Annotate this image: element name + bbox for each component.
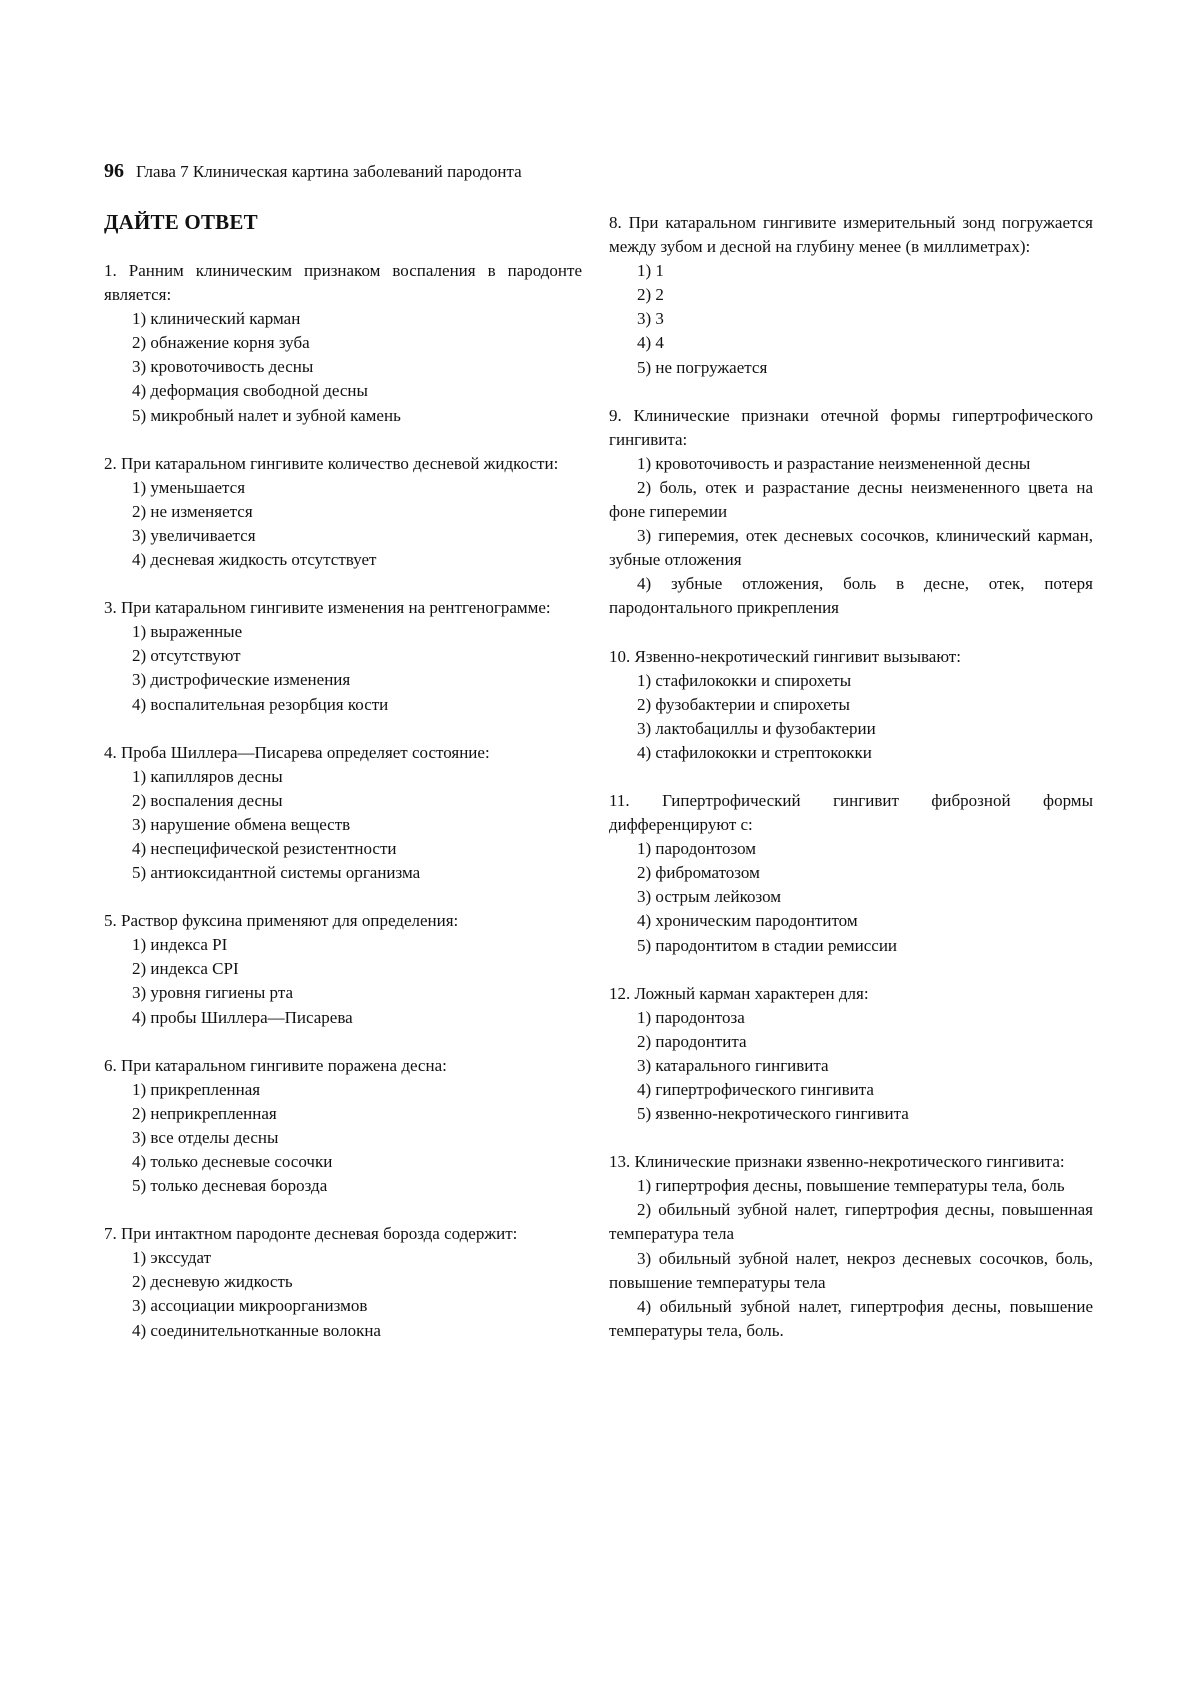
answer-option: 1) стафилококки и спирохеты xyxy=(637,670,852,690)
answer-option: 1) уменьшается xyxy=(132,477,246,497)
answer-option: 1) кровоточивость и разрастание неизмененной десны xyxy=(637,453,1031,473)
question-text: 1. Ранним клиническим признаком воспаления в пародонте является: xyxy=(104,261,582,305)
answer-option: 1) прикрепленная xyxy=(132,1079,261,1099)
answer-option: 4) стафилококки и стрептококки xyxy=(637,742,872,762)
answer-option: 2) отсутствуют xyxy=(132,646,241,666)
answer-option: 3) обильный зубной налет, некроз десневых сосочков, боль, повышение температуры тела xyxy=(609,1248,1093,1292)
question-text: 12. Ложный карман характерен для: xyxy=(609,983,869,1003)
answer-option: 5) микробный налет и зубной камень xyxy=(132,405,401,425)
answer-option: 1) пародонтоза xyxy=(637,1007,745,1027)
answer-option: 4) обильный зубной налет, гипертрофия десны, повышение температуры тела, боль. xyxy=(609,1296,1093,1340)
question-10 xyxy=(609,645,1093,765)
question-2 xyxy=(104,452,582,572)
answer-option: 4) неспецифической резистентности xyxy=(132,838,397,858)
answer-option: 4) десневая жидкость отсутствует xyxy=(132,550,377,570)
question-text: 3. При катаральном гингивите изменения на рентгенограмме: xyxy=(104,598,551,618)
question-9 xyxy=(609,404,1093,621)
answer-option: 2) обильный зубной налет, гипертрофия десны, повышенная температура тела xyxy=(609,1200,1093,1244)
question-text: 9. Клинические признаки отечной формы гипертрофического гингивита: xyxy=(609,405,1093,449)
question-text: 13. Клинические признаки язвенно-некротического гингивита: xyxy=(609,1152,1065,1172)
answer-option: 1) экссудат xyxy=(132,1248,212,1268)
question-8 xyxy=(609,211,1093,380)
answer-option: 4) воспалительная резорбция кости xyxy=(132,694,389,714)
answer-option: 4) гипертрофического гингивита xyxy=(637,1080,874,1099)
answer-option: 5) только десневая борозда xyxy=(132,1176,328,1196)
question-text: 8. При катаральном гингивите измерительный зонд погружается между зубом и десной на глубину менее (в миллиметрах): xyxy=(609,213,1093,257)
page-number: 96 xyxy=(104,160,124,182)
answer-option: 4) соединительнотканные волокна xyxy=(132,1320,381,1340)
answer-option: 3) все отделы десны xyxy=(132,1127,279,1147)
section-title: ДАЙТЕ ОТВЕТ xyxy=(104,210,258,234)
answer-option: 3) острым лейкозом xyxy=(637,887,782,907)
answer-option: 3) увеличивается xyxy=(132,525,256,545)
answer-option: 3) нарушение обмена веществ xyxy=(132,814,351,834)
answer-option: 4) хроническим пародонтитом xyxy=(637,911,858,931)
answer-option: 2) обнажение корня зуба xyxy=(132,333,310,353)
answer-option: 4) 4 xyxy=(637,333,664,353)
question-12 xyxy=(609,982,1093,1127)
question-text: 2. При катаральном гингивите количество десневой жидкости: xyxy=(104,453,559,473)
question-text: 6. При катаральном гингивите поражена десна: xyxy=(104,1055,447,1075)
answer-option: 2) неприкрепленная xyxy=(132,1103,277,1123)
answer-option: 3) ассоциации микроорганизмов xyxy=(132,1296,368,1316)
answer-option: 3) уровня гигиены рта xyxy=(132,983,294,1003)
right-column xyxy=(609,211,1093,1367)
answer-option: 2) воспаления десны xyxy=(132,790,283,810)
answer-option: 1) индекса PI xyxy=(132,935,228,955)
answer-option: 5) пародонтитом в стадии ремиссии xyxy=(637,935,898,955)
answer-option: 5) язвенно-некротического гингивита xyxy=(637,1104,909,1124)
answer-option: 3) дистрофические изменения xyxy=(132,670,351,690)
answer-option: 1) гипертрофия десны, повышение температуры тела, боль xyxy=(637,1176,1065,1196)
question-7 xyxy=(104,1222,582,1342)
answer-option: 1) 1 xyxy=(637,261,664,281)
answer-option: 3) кровоточивость десны xyxy=(132,357,314,377)
answer-option: 3) гиперемия, отек десневых сосочков, клинический карман, зубные отложения xyxy=(609,526,1093,570)
question-3 xyxy=(104,596,582,716)
answer-option: 2) пародонтита xyxy=(637,1031,747,1051)
question-5 xyxy=(104,909,582,1029)
question-1 xyxy=(104,259,582,428)
question-text: 5. Раствор фуксина применяют для определения: xyxy=(104,911,459,931)
left-column xyxy=(104,259,582,1367)
answer-option: 2) десневую жидкость xyxy=(132,1272,293,1292)
answer-option: 2) 2 xyxy=(637,285,664,305)
question-text: 11. Гипертрофический гингивит фиброзной формы дифференцируют с: xyxy=(609,790,1093,835)
answer-option: 3) катарального гингивита xyxy=(637,1055,829,1075)
answer-option: 2) фузобактерии и спирохеты xyxy=(637,694,850,714)
answer-option: 4) деформация свободной десны xyxy=(132,381,368,401)
question-text: 4. Проба Шиллера—Писарева определяет состояние: xyxy=(104,742,490,762)
answer-option: 5) не погружается xyxy=(637,357,768,377)
answer-option: 1) выраженные xyxy=(132,622,243,642)
question-text: 10. Язвенно-некротический гингивит вызывают: xyxy=(609,646,961,666)
answer-option: 4) только десневые сосочки xyxy=(132,1152,333,1171)
answer-option: 1) капилляров десны xyxy=(132,766,283,786)
question-13 xyxy=(609,1150,1093,1343)
question-11 xyxy=(609,789,1093,958)
question-6 xyxy=(104,1054,582,1199)
answer-option: 5) антиоксидантной системы организма xyxy=(132,863,421,883)
question-4 xyxy=(104,741,582,886)
chapter-title: Глава 7 Клиническая картина заболеваний пародонта xyxy=(136,162,522,181)
running-head xyxy=(104,160,522,183)
answer-option: 3) лактобациллы и фузобактерии xyxy=(637,718,876,738)
answer-option: 3) 3 xyxy=(637,309,664,329)
answer-option: 2) не изменяется xyxy=(132,501,253,521)
answer-option: 1) клинический карман xyxy=(132,309,301,329)
answer-option: 1) пародонтозом xyxy=(637,839,757,859)
answer-option: 4) пробы Шиллера—Писарева xyxy=(132,1007,353,1027)
answer-option: 2) боль, отек и разрастание десны неизмененного цвета на фоне гиперемии xyxy=(609,477,1093,522)
answer-option: 2) фиброматозом xyxy=(637,863,760,883)
answer-option: 4) зубные отложения, боль в десне, отек, потеря пародонтального прикрепления xyxy=(609,574,1093,618)
question-text: 7. При интактном пародонте десневая борозда содержит: xyxy=(104,1224,518,1244)
answer-option: 2) индекса CPI xyxy=(132,959,239,979)
